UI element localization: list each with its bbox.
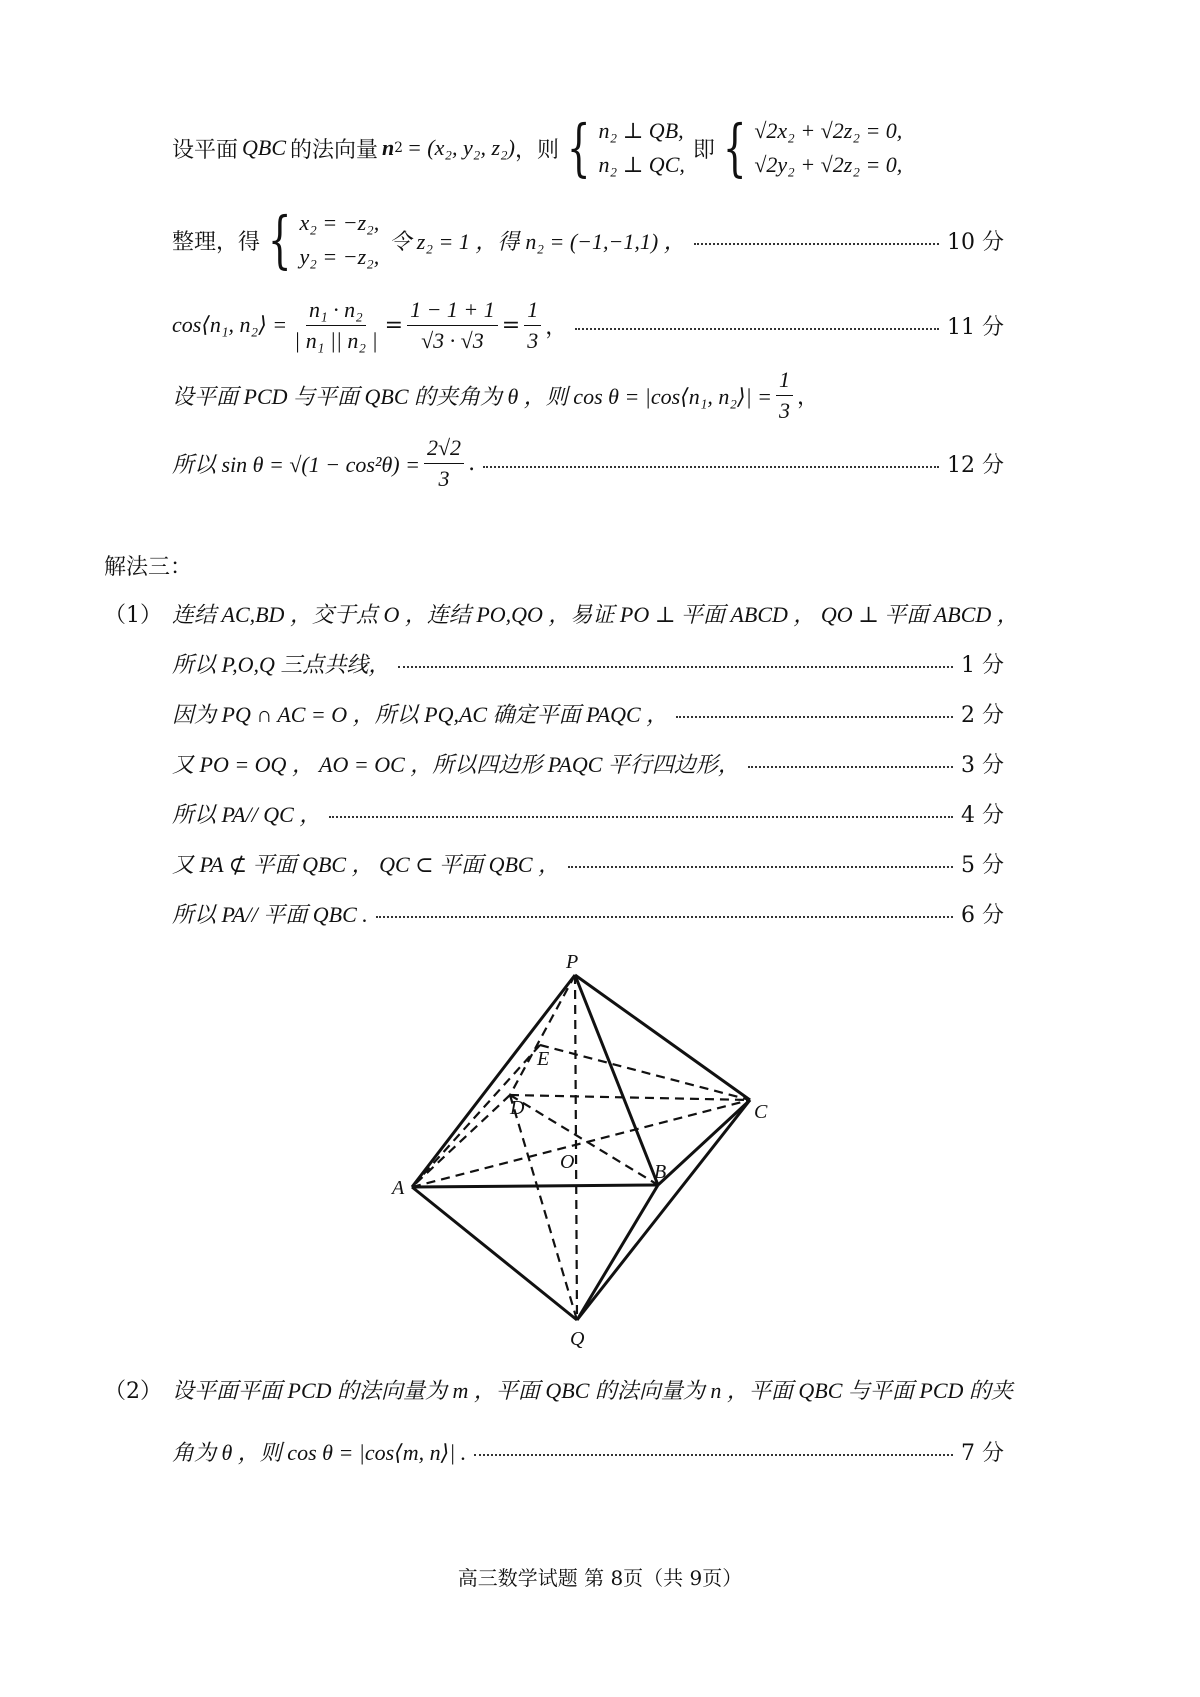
- edge-PA: [412, 975, 575, 1187]
- part1-line-4: 所以 PA// QC ， 4 分: [172, 796, 1004, 830]
- left-brace-1: {: [566, 111, 591, 184]
- score-3: 3 分: [961, 752, 1004, 778]
- score-4: 4 分: [961, 802, 1004, 828]
- left-brace-2: {: [722, 111, 747, 184]
- line-normal-vector-n2: 设平面 QBC 的法向量 n 2 = (x₂, y₂, z₂) ，则 { n₂ ⊥ QB, n₂ ⊥ QC, 即 { √2x₂ + √2z₂ = 0, √2y₂ + √2z₂ = 0,: [172, 111, 903, 184]
- fraction-4: [776, 365, 793, 426]
- method3-title: 解法三：: [104, 555, 193, 580]
- f3-den: 3: [527, 327, 539, 353]
- line4-tail: ，: [797, 384, 820, 410]
- score-5: 5 分: [961, 852, 1004, 878]
- fraction-5: [424, 433, 464, 494]
- part2-line-1: 设平面平面 PCD 的法向量为 m ，平面 QBC 的法向量为 n ，平面 QBC 与平面 PCD 的夹: [172, 1377, 1013, 1403]
- leader-dots: [694, 243, 939, 245]
- part1-line-1: 所以 P,O,Q 三点共线， 1 分: [172, 646, 1004, 680]
- line-cosine: cos⟨n₁, n₂⟩ = $\frac{\text{n₁ · n₂}}{\text{| n₁ || n₂ |}}$ = $\frac{1 - 1 + 1}{√3 \cdot √3}$ = $\frac{1}{3}$ ， 11 分: [172, 290, 1004, 360]
- line5-text: 所以 sin θ = √(1 − cos²θ) =: [172, 451, 420, 477]
- score-1: 1 分: [961, 652, 1004, 678]
- edge-CQ: [577, 1100, 750, 1320]
- f5-den: 3: [438, 465, 450, 491]
- system-simplified: [299, 206, 379, 274]
- edge-AB: [412, 1185, 658, 1187]
- edge-PQ: [575, 975, 577, 1320]
- cond1: n₂ ⊥ QB,: [598, 118, 684, 143]
- fraction-3: [524, 295, 541, 356]
- part1-line-2: 因为 PQ ∩ AC = O ，所以 PQ,AC 确定平面 PAQC ， 2 分: [172, 696, 1004, 730]
- part1-line-3: 又 PO = OQ ， AO = OC ，所以四边形 PAQC 平行四边形， 3 分: [172, 746, 1004, 780]
- edge-EC: [540, 1045, 750, 1100]
- eq1: √2x₂ + √2z₂ = 0,: [754, 118, 903, 143]
- system-equations: [754, 114, 902, 182]
- score-6: 6 分: [961, 902, 1004, 928]
- part1-line-5: 又 PA ⊄ 平面 QBC ， QC ⊂ 平面 QBC ， 5 分: [172, 846, 1004, 880]
- leader-dots: [483, 466, 939, 468]
- solid-edges: [412, 975, 750, 1320]
- line2-eq2: y₂ = −z₂,: [299, 244, 380, 269]
- line1-mid: 的法向量: [290, 137, 379, 163]
- line1-tuple: = (x₂, y₂, z₂): [406, 135, 515, 160]
- edge-DA: [412, 1095, 510, 1187]
- edge-DC: [510, 1095, 750, 1100]
- line1-vec: n: [382, 135, 395, 160]
- score-7: 7 分: [961, 1440, 1004, 1466]
- f4-num: 1: [776, 365, 793, 396]
- system-perpendicular: [598, 114, 684, 182]
- f3-num: 1: [524, 295, 541, 326]
- label-Q: Q: [570, 1328, 585, 1350]
- line1-prefix: 设平面: [172, 137, 239, 163]
- line5-tail: .: [468, 450, 476, 476]
- label-D: D: [510, 1097, 525, 1119]
- part1-label: （1）: [104, 603, 162, 628]
- score-11: 11 分: [947, 314, 1004, 340]
- part2-line-2: 角为 θ ，则 cos θ = |cos⟨m, n⟩| . 7 分: [172, 1434, 1004, 1468]
- label-O: O: [560, 1151, 575, 1173]
- left-brace-3: {: [267, 203, 292, 276]
- line1-ie: 即: [692, 137, 715, 163]
- line-angle-theta: [172, 360, 819, 430]
- part2-label: （2）: [104, 1379, 162, 1404]
- fraction-1: [291, 295, 381, 356]
- edge-PB: [575, 975, 658, 1185]
- label-A: A: [392, 1177, 405, 1199]
- line2-result: n₂ = (−1,−1,1) ，: [525, 228, 686, 254]
- label-B: B: [654, 1161, 667, 1183]
- f2-num: 1 − 1 + 1: [407, 295, 498, 326]
- edge-AC: [412, 1100, 750, 1187]
- line3-lhs: cos⟨n₁, n₂⟩ =: [172, 312, 288, 337]
- line2-eq1: x₂ = −z₂,: [299, 210, 380, 235]
- f1-num: n₁ · n₂: [306, 295, 366, 326]
- cond2: n₂ ⊥ QC,: [598, 152, 685, 177]
- leader-dots: [575, 328, 939, 330]
- label-P: P: [566, 951, 579, 973]
- score-12: 12 分: [947, 452, 1004, 478]
- edge-PD: [510, 975, 575, 1095]
- label-E: E: [537, 1048, 550, 1070]
- page-footer: 高三数学试题 第 8页（共 9页）: [457, 1566, 743, 1590]
- line1-plane: QBC: [242, 135, 287, 160]
- part1-line-0: 连结 AC,BD ，交于点 O ，连结 PO,QO ，易证 PO ⊥ 平面 ABCD ， QO ⊥ 平面 ABCD ，: [172, 601, 1019, 627]
- line2-let: 令 z₂ = 1 ，得: [389, 228, 520, 254]
- geometry-figure: [380, 950, 800, 1350]
- line4-text: 设平面 PCD 与平面 QBC 的夹角为 θ ，则 cos θ = |cos⟨n₁, n₂⟩| =: [172, 383, 773, 409]
- f5-num: 2√2: [424, 433, 464, 464]
- fraction-2: [407, 295, 498, 356]
- f4-den: 3: [779, 397, 791, 423]
- f1-den: | n₁ || n₂ |: [294, 327, 378, 353]
- line2-prefix: 整理，得: [172, 229, 261, 255]
- part1-line-6: 所以 PA// 平面 QBC . 6 分: [172, 896, 1004, 930]
- edge-AQ: [412, 1187, 577, 1320]
- line-sine: [172, 428, 1004, 498]
- score-2: 2 分: [961, 702, 1004, 728]
- score-10: 10 分: [947, 229, 1004, 255]
- line1-then: ，则: [515, 137, 560, 163]
- eq2: √2y₂ + √2z₂ = 0,: [754, 152, 903, 177]
- label-C: C: [754, 1101, 768, 1123]
- f2-den: √3 · √3: [421, 327, 484, 353]
- edge-BQ: [577, 1185, 658, 1320]
- line-simplify: [172, 202, 1004, 278]
